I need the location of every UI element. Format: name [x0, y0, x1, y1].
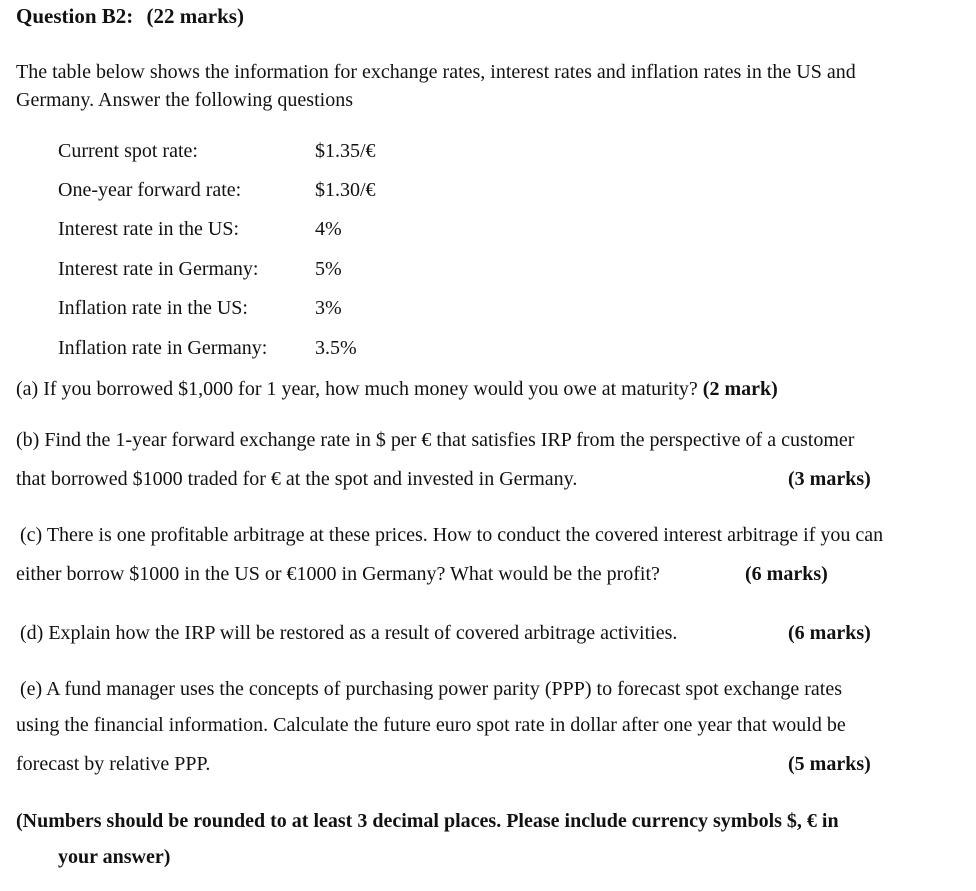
part-c-marks: (6 marks) — [745, 563, 828, 585]
table-row-value: 4% — [315, 218, 342, 240]
part-d-marks: (6 marks) — [788, 622, 871, 644]
question-title — [16, 4, 244, 28]
table-row-value: $1.35/€ — [315, 140, 376, 162]
part-a-marks: (2 mark) — [702, 378, 778, 400]
part-c-line-1: (c) There is one profitable arbitrage at these prices. How to conduct the covered interest arbitrage if you can — [20, 524, 884, 546]
intro-line-1: The table below shows the information for exchange rates, interest rates and inflation rates in the US and — [16, 61, 856, 83]
question-total-marks: (22 marks) — [146, 4, 244, 28]
note-line-1: (Numbers should be rounded to at least 3 decimal places. Please include currency symbols $, € in — [16, 810, 839, 832]
table-row-value: $1.30/€ — [315, 179, 376, 201]
table-row-label: Interest rate in the US: — [58, 218, 240, 240]
table-row-value: 5% — [315, 258, 342, 280]
part-a-text: (a) If you borrowed $1,000 for 1 year, how much money would you owe at maturity? — [16, 378, 698, 400]
part-b-marks: (3 marks) — [788, 468, 871, 490]
question-label: Question B2 — [16, 4, 127, 28]
part-d-text: (d) Explain how the IRP will be restored as a result of covered arbitrage activities. — [20, 622, 678, 644]
table-row-label: One-year forward rate: — [58, 179, 242, 201]
part-c-line-2: either borrow $1000 in the US or €1000 in Germany? What would be the profit? — [16, 563, 660, 585]
part-e-line-1: (e) A fund manager uses the concepts of purchasing power parity (PPP) to forecast spot exchange rates — [20, 678, 842, 700]
part-e-marks: (5 marks) — [788, 753, 871, 775]
part-e-line-3: forecast by relative PPP. — [16, 753, 211, 775]
part-e-line-2: using the financial information. Calculate the future euro spot rate in dollar after one year that would be — [16, 714, 846, 736]
intro-line-2: Germany. Answer the following questions — [16, 89, 353, 111]
table-row-label: Interest rate in Germany: — [58, 258, 259, 280]
table-row-value: 3% — [315, 297, 342, 319]
part-a — [16, 377, 778, 401]
part-b-line-2: that borrowed $1000 traded for € at the spot and invested in Germany. — [16, 468, 578, 490]
table-row-value: 3.5% — [315, 337, 357, 359]
question-colon: : — [126, 4, 134, 28]
table-row-label: Current spot rate: — [58, 140, 198, 162]
table-row-label: Inflation rate in Germany: — [58, 337, 268, 359]
part-b-line-1: (b) Find the 1-year forward exchange rate in $ per € that satisfies IRP from the perspective of a customer — [16, 429, 855, 451]
note-line-2: your answer) — [58, 846, 171, 868]
table-row-label: Inflation rate in the US: — [58, 297, 248, 319]
